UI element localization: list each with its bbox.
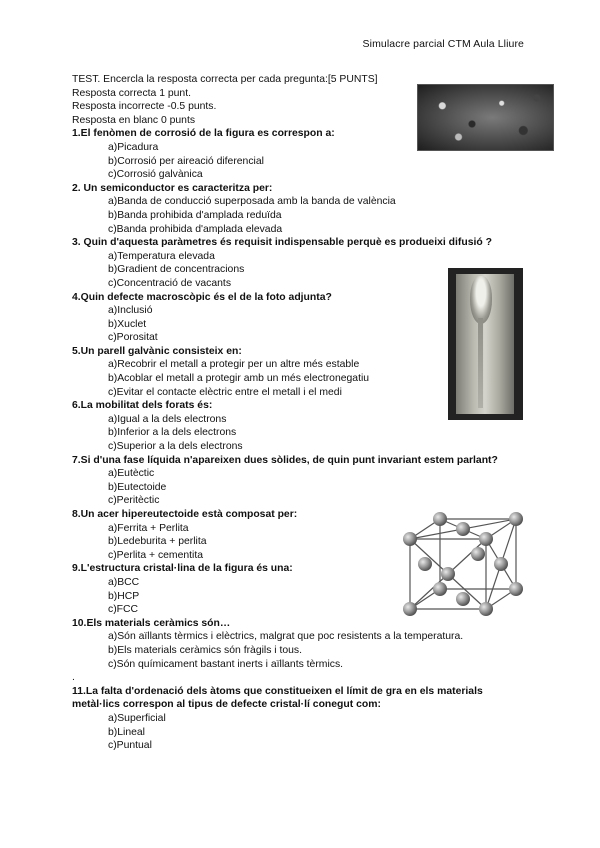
instructions-line: TEST. Encercla la resposta correcta per cada pregunta:[5 PUNTS] — [72, 74, 378, 85]
page-header: Simulacre parcial CTM Aula Lliure — [362, 38, 524, 50]
option-5c[interactable]: c)Evitar el contacte elèctric entre el metall i el medi — [108, 386, 342, 398]
question-8: 8.Un acer hipereutectoide està composat per: — [72, 509, 298, 520]
option-7b[interactable]: b)Eutectoide — [108, 481, 167, 493]
option-5b[interactable]: b)Acoblar el metall a protegir amb un més electronegatiu — [108, 373, 370, 385]
scoring-correct: Resposta correcta 1 punt. — [72, 87, 191, 99]
option-1c[interactable]: c)Corrosió galvànica — [108, 169, 203, 181]
scoring-incorrect: Resposta incorrecte -0.5 punts. — [72, 101, 217, 113]
question-9: 9.L'estructura cristal·lina de la figura és una: — [72, 563, 293, 575]
option-9b[interactable]: b)HCP — [108, 590, 140, 602]
option-8c[interactable]: c)Perlita + cementita — [108, 549, 203, 561]
option-1a[interactable]: a)Picadura — [108, 141, 159, 153]
scoring-blank: Resposta en blanc 0 punts — [72, 114, 196, 126]
option-11c[interactable]: c)Puntual — [108, 740, 152, 752]
option-1b[interactable]: b)Corrosió per aireació diferencial — [108, 155, 264, 167]
test-content — [72, 73, 542, 753]
option-2b[interactable]: b)Banda prohibida d'amplada reduïda — [108, 209, 282, 221]
option-11a[interactable]: a)Superficial — [108, 712, 166, 724]
option-3c[interactable]: c)Concentració de vacants — [108, 277, 232, 289]
option-10b[interactable]: b)Els materials ceràmics són fràgils i tous. — [108, 644, 303, 656]
option-6a[interactable]: a)Igual a la dels electrons — [108, 413, 227, 425]
option-3a[interactable]: a)Temperatura elevada — [108, 250, 215, 262]
option-11b[interactable]: b)Lineal — [108, 726, 145, 738]
option-4b[interactable]: b)Xuclet — [108, 318, 147, 330]
question-1: 1.El fenòmen de corrosió de la figura es correspon a: — [72, 128, 335, 140]
option-6b[interactable]: b)Inferior a la dels electrons — [108, 427, 237, 439]
question-7: 7.Si d'una fase líquida n'apareixen dues sòlides, de quin punt invariant estem parlant? — [72, 454, 498, 466]
question-11: 11.La falta d'ordenació dels àtoms que constitueixen el límit de gra en els materials metàl·lics correspon al tipus de defecte cristal·lí conegut com: — [72, 685, 483, 711]
option-5a[interactable]: a)Recobrir el metall a protegir per un altre més estable — [108, 359, 360, 371]
option-7a[interactable]: a)Eutèctic — [108, 468, 155, 480]
option-2a[interactable]: a)Banda de conducció superposada amb la banda de valència — [108, 196, 396, 208]
question-4: 4.Quin defecte macroscòpic és el de la foto adjunta? — [72, 291, 332, 303]
option-9c[interactable]: c)FCC — [108, 604, 139, 616]
question-5: 5.Un parell galvànic consisteix en: — [72, 345, 242, 357]
option-10a[interactable]: a)Són aïllants tèrmics i elèctrics, malgrat que poc resistents a la temperatura. — [108, 631, 464, 643]
option-8a[interactable]: a)Ferrita + Perlita — [108, 522, 189, 534]
option-9a[interactable]: a)BCC — [108, 576, 140, 588]
question-6: 6.La mobilitat dels forats és: — [72, 400, 213, 412]
option-6c[interactable]: c)Superior a la dels electrons — [108, 441, 243, 453]
option-4a[interactable]: a)Inclusió — [108, 305, 153, 317]
option-4c[interactable]: c)Porositat — [108, 332, 158, 344]
question-3: 3. Quin d'aquesta paràmetres és requisit indispensable perquè es produeixi difusió ? — [72, 237, 492, 249]
option-2c[interactable]: c)Banda prohibida d'amplada elevada — [108, 223, 283, 235]
question-2: 2. Un semiconductor es caracteritza per: — [72, 182, 273, 194]
option-7c[interactable]: c)Peritèctic — [108, 495, 160, 507]
separator-dot: . — [72, 672, 75, 684]
option-8b[interactable]: b)Ledeburita + perlita — [108, 536, 207, 548]
option-3b[interactable]: b)Gradient de concentracions — [108, 264, 245, 276]
option-10c[interactable]: c)Són químicament bastant inerts i aïllants tèrmics. — [108, 658, 344, 670]
question-10: 10.Els materials ceràmics són… — [72, 617, 231, 629]
